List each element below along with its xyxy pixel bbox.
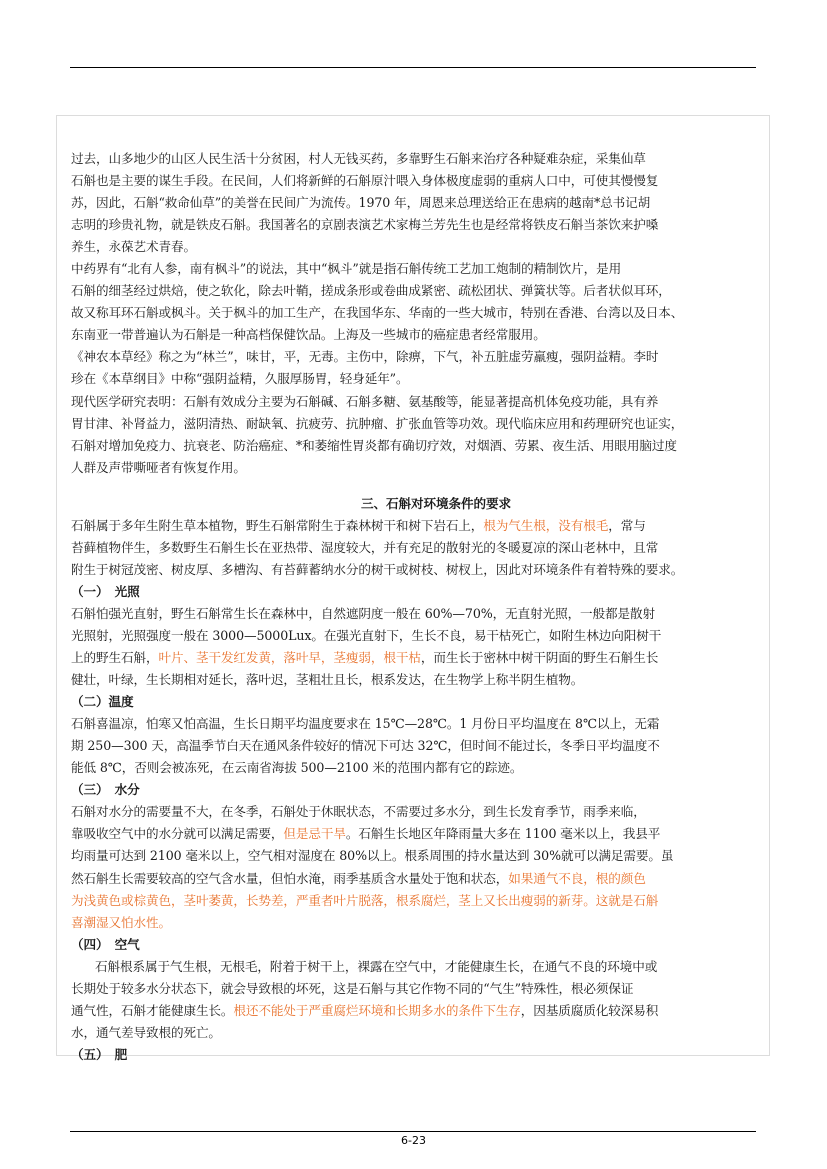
highlighted-text: 叶片、茎干发红发黄，落叶早，茎瘦弱，根干枯 <box>158 650 421 666</box>
text-line: 均雨量可达到 2100 毫米以上，空气相对湿度在 80%以上。根系周围的持水量达到 30%就可以满足需要。虽 <box>71 848 674 864</box>
subheading-water: （三） 水分 <box>71 782 140 798</box>
text-line: 光照射，光照强度一般在 3000—5000Lux。在强光直射下，生长不良，易干枯死亡，如附生林边向阳树干 <box>71 627 662 643</box>
highlighted-line: 为浅黄色或棕黄色，茎叶萎黄，长势差，严重者叶片脱落，根系腐烂，茎上又长出瘦弱的新芽。这就是石斛 <box>71 892 659 908</box>
highlighted-line: 喜潮湿又怕水性。 <box>71 914 171 930</box>
text-line: 健壮，叶绿，生长期相对延长，落叶迟，茎粗壮且长，根系发达，在生物学上称半阴生植物。 <box>71 672 584 688</box>
text-line: 志明的珍贵礼物，就是铁皮石斛。我国著名的京剧表演艺术家梅兰芳先生也是经常将铁皮石斛当茶饮来护嗓 <box>71 217 659 233</box>
paragraph-modern-research <box>71 391 771 479</box>
text-line: 水，通气差导致根的死亡。 <box>71 1024 221 1040</box>
text-run: 上的野生石斛， <box>71 650 159 666</box>
text-run: 。石斛生长地区年降雨量大多在 1100 毫米以上，我县平 <box>345 826 661 842</box>
highlighted-text: 根还不能处于严重腐烂环境和长期多水的条件下生存 <box>233 1002 521 1018</box>
text-run: ，常与 <box>608 517 646 533</box>
text-line: 中药界有“北有人参，南有枫斗”的说法，其中“枫斗”就是指石斛传统工艺加工炮制的精制饮片，是用 <box>71 261 622 277</box>
text-line <box>71 868 771 890</box>
subheading-light: （一） 光照 <box>71 583 140 599</box>
text-line: 现代医学研究表明：石斛有效成分主要为石斛碱、石斛多糖、氨基酸等，能显著提高机体免疫功能，具有养 <box>71 393 659 409</box>
paragraph-air <box>71 956 771 1044</box>
document-body <box>71 148 771 1066</box>
paragraph-light <box>71 603 771 691</box>
text-line: 石斛根系属于气生根，无根毛，附着于树干上，裸露在空气中，才能健康生长，在通气不良的环境中或 <box>95 958 658 974</box>
text-run: 通气性，石斛才能健康生长。 <box>71 1002 234 1018</box>
subheading-air: （四） 空气 <box>71 936 140 952</box>
subheading-fertilizer: （五） 肥 <box>71 1046 128 1062</box>
paragraph-section-intro <box>71 515 771 581</box>
text-line <box>71 1000 771 1022</box>
text-line: 故又称耳环石斛或枫斗。关于枫斗的加工生产，在我国华东、华南的一些大城市，特别在香港、台湾以及日本、 <box>71 305 684 321</box>
text-line: 人群及声带嘶哑者有恢复作用。 <box>71 459 246 475</box>
text-line: 石斛怕强光直射，野生石斛常生长在森林中，自然遮阴度一般在 60%—70%，无直射光照，一般都是散射 <box>71 605 656 621</box>
text-line: 苏，因此，石斛“救命仙草”的美誉在民间广为流传。1970 年，周恩来总理送给正在患病的越南*总书记胡 <box>71 195 651 211</box>
page-number: 6-23 <box>401 1134 426 1147</box>
subheading-temperature: （二）温度 <box>71 694 134 710</box>
text-line: 苔藓植物伴生，多数野生石斛生长在亚热带、湿度较大，并有充足的散射光的冬暖夏凉的深山老林中，且常 <box>71 539 659 555</box>
highlighted-text: 如果通气不良，根的颜色 <box>508 870 646 886</box>
text-line: 养生，永葆艺术青春。 <box>71 239 196 255</box>
text-line <box>71 515 771 537</box>
text-line: 东南亚一带普遍认为石斛是一种高档保健饮品。上海及一些城市的癌症患者经常服用。 <box>71 327 546 343</box>
paragraph-fengdou <box>71 258 771 346</box>
text-run: ，而生长于密林中树干阴面的野生石斛生长 <box>420 650 659 666</box>
paragraph-history <box>71 148 771 258</box>
footer-rule <box>70 1131 756 1132</box>
header-rule <box>70 67 756 68</box>
text-run: 然石斛生长需要较高的空气含水量，但怕水淹，雨季基质含水量处于饱和状态， <box>71 870 509 886</box>
text-line: 石斛也是主要的谋生手段。在民间，人们将新鲜的石斛原汁喂入身体极度虚弱的重病人口中，可使其慢慢复 <box>71 173 659 189</box>
text-line: 长期处于较多水分状态下，就会导致根的坏死，这是石斛与其它作物不同的“气生”特殊性，根必须保证 <box>71 980 634 996</box>
paragraph-temperature <box>71 713 771 779</box>
paragraph-classics <box>71 346 771 390</box>
text-line: 附生于树冠茂密、树皮厚、多槽沟、有苔藓蓄纳水分的树干或树枝、树杈上，因此对环境条件有着特殊的要求。 <box>71 561 684 577</box>
paragraph-water <box>71 801 771 933</box>
text-line: 石斛的细茎经过烘焙，使之软化，除去叶鞘，搓成条形或卷曲成紧密、疏松团状、弹簧状等。后者状似耳环， <box>71 283 671 299</box>
text-line <box>71 647 771 669</box>
text-line: 石斛对水分的需要量不大，在冬季，石斛处于休眠状态，不需要过多水分，到生长发育季节，雨季来临， <box>71 804 646 820</box>
highlighted-text: 根为气生根，没有根毛 <box>483 517 609 533</box>
text-run: ，因基质腐质化较深易积 <box>520 1002 659 1018</box>
highlighted-text: 但是忌干旱 <box>283 826 346 842</box>
text-line: 石斛喜温凉，怕寒又怕高温，生长日期平均温度要求在 15℃—28℃。1 月份日平均温度在 8℃以上，无霜 <box>71 716 660 732</box>
section-title: 三、石斛对环境条件的要求 <box>361 495 511 511</box>
text-line: 期 250—300 天，高温季节白天在通风条件较好的情况下可达 32℃，但时间不能过长，冬季日平均温度不 <box>71 738 660 754</box>
text-run: 石斛属于多年生附生草本植物，野生石斛常附生于森林树干和树下岩石上， <box>71 517 484 533</box>
text-line: 《神农本草经》称之为“林兰”，味甘，平，无毒。主伤中，除痹，下气，补五脏虚劳羸瘦，强阴益精。李时 <box>71 349 659 365</box>
text-line: 珍在《本草纲目》中称“强阴益精，久服厚肠胃，轻身延年”。 <box>71 371 409 387</box>
text-line: 能低 8℃，否则会被冻死，在云南省海拔 500—2100 米的范围内都有它的踪迹。 <box>71 760 523 776</box>
text-run: 靠吸收空气中的水分就可以满足需要， <box>71 826 284 842</box>
text-line <box>71 823 771 845</box>
text-line: 胃甘津、补肾益力，滋阴清热、耐缺氧、抗疲劳、抗肿瘤、扩张血管等功效。现代临床应用和药理研究也证实， <box>71 415 684 431</box>
text-line: 过去，山多地少的山区人民生活十分贫困，村人无钱买药，多靠野生石斛来治疗各种疑难杂症，采集仙草 <box>71 151 646 166</box>
text-line: 石斛对增加免疫力、抗衰老、防治癌症、*和萎缩性胃炎都有确切疗效，对烟酒、劳累、夜生活、用眼用脑过度 <box>71 437 677 453</box>
